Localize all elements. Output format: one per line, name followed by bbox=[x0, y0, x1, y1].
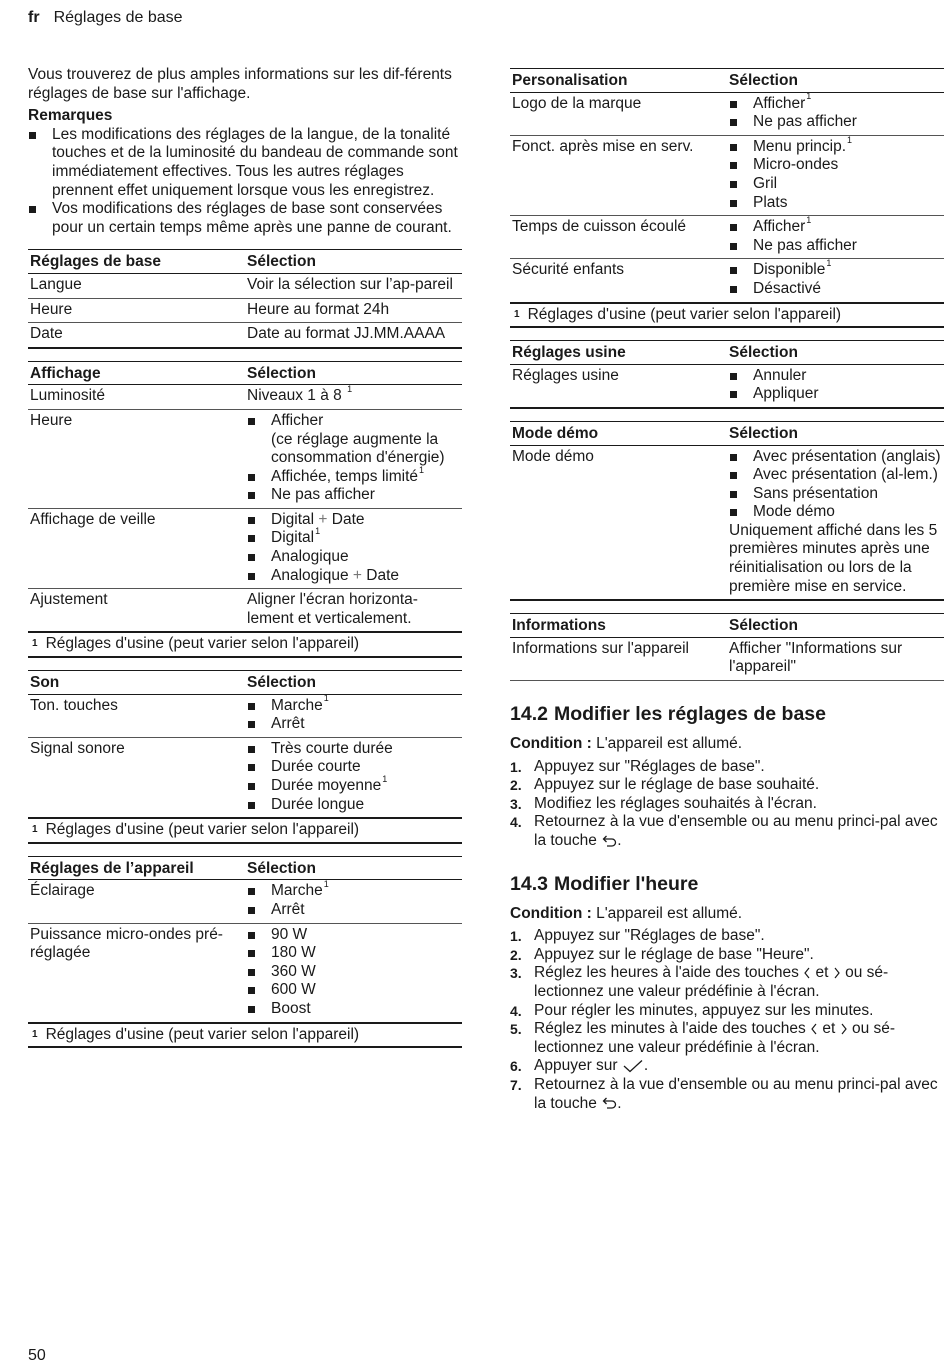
step-item bbox=[510, 964, 944, 1001]
chevron-right-icon bbox=[833, 967, 841, 979]
table-row bbox=[28, 880, 462, 923]
footnote-number: 1 bbox=[514, 308, 520, 320]
row-key: Heure bbox=[28, 298, 245, 323]
row-value: Aligner l'écran horizonta-lement et verticalement. bbox=[245, 589, 462, 633]
option-item: Analogique bbox=[247, 548, 460, 567]
option-item: 600 W bbox=[247, 981, 460, 1000]
option-list bbox=[247, 879, 460, 919]
row-key: Informations sur l'appareil bbox=[510, 637, 727, 680]
table-header: Sélection bbox=[727, 614, 944, 638]
row-key: Ton. touches bbox=[28, 694, 245, 737]
back-arrow-icon bbox=[601, 1096, 617, 1110]
page-header bbox=[28, 9, 183, 28]
row-value bbox=[727, 364, 944, 408]
step-text: Réglez les heures à l'aide des touches bbox=[534, 964, 799, 982]
option-list bbox=[729, 91, 942, 132]
option-label: Marche bbox=[271, 882, 323, 900]
row-key: Heure bbox=[28, 409, 245, 508]
step-number: 4. bbox=[510, 1002, 522, 1019]
remarks-list bbox=[28, 126, 462, 238]
step-text: Appuyez sur "Réglages de base". bbox=[534, 757, 765, 775]
footnote-text: Réglages d'usine (peut varier selon l'appareil) bbox=[527, 305, 842, 323]
row-value bbox=[727, 135, 944, 215]
step-number: 2. bbox=[510, 777, 522, 794]
option-item bbox=[729, 258, 942, 280]
option-item: 360 W bbox=[247, 963, 460, 982]
option-item: Ne pas afficher bbox=[729, 113, 942, 132]
step-item: 7. Retournez à la vue d'ensemble ou au menu princi-pal avec la touche . bbox=[510, 1075, 938, 1112]
section-heading-14-3 bbox=[510, 873, 944, 895]
table-header: Réglages usine bbox=[510, 341, 727, 365]
table-header: Sélection bbox=[245, 361, 462, 385]
table-row bbox=[510, 259, 944, 303]
brightness-levels: Niveaux 1 à 8 bbox=[247, 387, 342, 405]
step-number: 2. bbox=[510, 946, 522, 963]
option-item: Appliquer bbox=[729, 385, 942, 404]
row-value bbox=[245, 923, 462, 1022]
chevron-right-icon bbox=[840, 1023, 848, 1035]
checkmark-icon bbox=[622, 1059, 644, 1073]
option-item bbox=[247, 773, 460, 796]
row-value bbox=[245, 694, 462, 737]
option-item: Très courte durée bbox=[247, 740, 460, 759]
option-item bbox=[729, 134, 942, 157]
option-label: Analogique bbox=[271, 566, 349, 584]
table-row bbox=[510, 364, 944, 408]
option-item: Arrêt bbox=[247, 715, 460, 734]
footnote-mark: 1 bbox=[847, 134, 853, 145]
row-value bbox=[245, 385, 462, 410]
table-header: Réglages de base bbox=[28, 250, 245, 274]
section-number: 14.2 bbox=[510, 703, 548, 726]
option-item bbox=[247, 511, 460, 530]
step-text: et bbox=[815, 964, 829, 982]
section-title: Modifier les réglages de base bbox=[553, 703, 826, 726]
option-item: Micro-ondes bbox=[729, 156, 942, 175]
step-text: Retournez à la vue d'ensemble ou au menu princi-pal avec la touche bbox=[534, 1075, 938, 1112]
option-item: Avec présentation (anglais) bbox=[729, 448, 942, 467]
row-key: Éclairage bbox=[28, 880, 245, 923]
row-key: Puissance micro-ondes pré-réglagée bbox=[28, 923, 245, 1022]
footnote-row bbox=[28, 1023, 462, 1048]
step-number: 6. bbox=[510, 1058, 522, 1075]
header-title: Réglages de base bbox=[53, 9, 183, 26]
step-text: ou sé-lectionnez une valeur prédéfinie à l'écran. bbox=[534, 1020, 896, 1056]
option-label: Afficher bbox=[753, 94, 806, 112]
option-label: Affichée, temps limité bbox=[271, 467, 419, 485]
step-number: 3. bbox=[510, 795, 522, 812]
row-key: Luminosité bbox=[28, 385, 245, 410]
step-item bbox=[510, 927, 944, 946]
section-heading-14-2 bbox=[510, 703, 944, 725]
step-item bbox=[510, 1020, 944, 1057]
row-value: Voir la sélection sur l’ap-pareil bbox=[245, 273, 462, 298]
option-item: Sans présentation bbox=[729, 485, 942, 504]
base-settings-table bbox=[28, 249, 462, 348]
option-item bbox=[247, 567, 460, 586]
table-header: Mode démo bbox=[510, 421, 727, 445]
table-row bbox=[28, 323, 462, 348]
footnote-row bbox=[510, 303, 944, 328]
table-row bbox=[28, 508, 462, 588]
option-item: 180 W bbox=[247, 944, 460, 963]
option-item: Boost bbox=[247, 1000, 460, 1019]
footnote-number: 1 bbox=[32, 638, 38, 650]
table-row bbox=[510, 445, 944, 600]
row-value bbox=[245, 880, 462, 923]
row-value: Date au format JJ.MM.AAAA bbox=[245, 323, 462, 348]
option-label: Durée moyenne bbox=[271, 777, 382, 794]
footnote-mark: 1 bbox=[806, 215, 812, 225]
step-item bbox=[510, 1002, 944, 1021]
row-key: Affichage de veille bbox=[28, 508, 245, 588]
option-list bbox=[247, 412, 460, 505]
footnote-text: Réglages d'usine (peut varier selon l'appareil) bbox=[45, 635, 360, 653]
demo-note: Uniquement affiché dans les 5 premières minutes après une réinitialisation ou lors de la première mise en service. bbox=[729, 521, 938, 595]
option-label: Date bbox=[366, 566, 400, 584]
table-header: Personalisation bbox=[510, 69, 727, 93]
footnote-mark: 1 bbox=[806, 91, 812, 102]
intro-text: Vous trouverez de plus amples informations sur les dif-férents réglages de base sur l'affichage. bbox=[28, 66, 452, 102]
option-list bbox=[729, 134, 942, 212]
row-key: Langue bbox=[28, 273, 245, 298]
option-label: Afficher bbox=[753, 218, 806, 236]
row-key: Réglages usine bbox=[510, 364, 727, 408]
step-text: Appuyez sur le réglage de base "Heure". bbox=[534, 945, 814, 963]
row-key: Signal sonore bbox=[28, 737, 245, 818]
option-list bbox=[247, 926, 460, 1019]
step-item bbox=[510, 776, 944, 795]
footnote-mark: 1 bbox=[826, 258, 832, 269]
display-table bbox=[28, 361, 462, 658]
option-item bbox=[247, 464, 460, 487]
remark-item: Les modifications des réglages de la langue, de la tonalité touches et de la luminosité du bandeau de commande sont immédiatement effectives. Tous les autres réglages prennent effet uniquement lorsque vous les enregistrez. bbox=[28, 126, 462, 200]
condition-label: Condition : bbox=[510, 735, 592, 753]
row-value bbox=[727, 216, 944, 259]
plus-sign: + bbox=[352, 566, 362, 584]
table-header: Sélection bbox=[727, 69, 944, 93]
row-key: Logo de la marque bbox=[510, 92, 727, 135]
option-item: Avec présentation (al-lem.) bbox=[729, 466, 942, 485]
option-item: Désactivé bbox=[729, 280, 942, 299]
footnote-row bbox=[28, 632, 462, 657]
step-number: 4. bbox=[510, 814, 522, 831]
footnote-mark: 1 bbox=[382, 773, 388, 784]
sound-table bbox=[28, 670, 462, 844]
row-key: Ajustement bbox=[28, 589, 245, 633]
table-row bbox=[510, 135, 944, 215]
option-item: Mode démo bbox=[729, 503, 942, 522]
footnote bbox=[510, 303, 944, 328]
row-key: Fonct. après mise en serv. bbox=[510, 135, 727, 215]
table-row bbox=[510, 92, 944, 135]
step-text: Modifiez les réglages souhaités à l'écran. bbox=[534, 794, 817, 812]
row-key: Date bbox=[28, 323, 245, 348]
chevron-left-icon bbox=[810, 1023, 818, 1035]
step-item: 6. Appuyer sur . bbox=[510, 1057, 649, 1075]
option-item: Durée courte bbox=[247, 758, 460, 777]
option-item: Plats bbox=[729, 194, 942, 213]
factory-reset-table bbox=[510, 340, 944, 409]
plus-sign: + bbox=[318, 510, 328, 528]
table-header: Affichage bbox=[28, 361, 245, 385]
table-header: Sélection bbox=[245, 250, 462, 274]
row-key: Temps de cuisson écoulé bbox=[510, 216, 727, 259]
table-header: Son bbox=[28, 671, 245, 695]
option-list bbox=[729, 448, 942, 522]
footnote-mark: 1 bbox=[315, 526, 321, 537]
row-value bbox=[245, 737, 462, 818]
footnote-text: Réglages d'usine (peut varier selon l'appareil) bbox=[45, 821, 360, 839]
footnote-mark: 1 bbox=[323, 693, 329, 704]
table-row bbox=[28, 298, 462, 323]
option-item: Arrêt bbox=[247, 901, 460, 920]
device-settings-table bbox=[28, 856, 462, 1048]
step-item bbox=[510, 758, 944, 777]
row-value bbox=[245, 409, 462, 508]
row-value bbox=[727, 259, 944, 303]
condition-text: L'appareil est allumé. bbox=[596, 904, 743, 922]
option-item: 90 W bbox=[247, 926, 460, 945]
footnote bbox=[28, 818, 462, 843]
step-number: 3. bbox=[510, 965, 522, 982]
remarks-title: Remarques bbox=[28, 107, 113, 125]
option-list bbox=[729, 215, 942, 255]
row-value bbox=[245, 508, 462, 588]
option-item bbox=[729, 91, 942, 114]
option-item bbox=[247, 526, 460, 548]
option-label: Afficher bbox=[271, 411, 324, 429]
footnote-mark: 1 bbox=[323, 879, 329, 890]
footnote bbox=[28, 1023, 462, 1048]
step-text: et bbox=[822, 1020, 836, 1038]
footnote bbox=[28, 632, 462, 657]
step-text: Appuyez sur "Réglages de base". bbox=[534, 927, 765, 945]
option-list bbox=[729, 367, 942, 404]
step-text: Appuyer sur bbox=[534, 1057, 618, 1075]
option-item: Ne pas afficher bbox=[729, 237, 942, 256]
row-value: Heure au format 24h bbox=[245, 298, 462, 323]
step-number: 7. bbox=[510, 1076, 522, 1093]
page-number: 50 bbox=[28, 1347, 46, 1364]
left-column bbox=[28, 66, 462, 1048]
option-list bbox=[247, 693, 460, 734]
information-table bbox=[510, 613, 944, 681]
option-item bbox=[729, 215, 942, 237]
step-item bbox=[510, 946, 944, 965]
table-header: Informations bbox=[510, 614, 727, 638]
language-tag: fr bbox=[28, 9, 40, 26]
steps-list bbox=[510, 758, 944, 851]
section-number: 14.3 bbox=[510, 872, 548, 895]
step-item bbox=[510, 795, 944, 814]
condition-text: L'appareil est allumé. bbox=[596, 735, 743, 753]
table-header: Sélection bbox=[727, 421, 944, 445]
table-row bbox=[28, 409, 462, 508]
footnote-number: 1 bbox=[32, 1028, 38, 1040]
option-note: (ce réglage augmente la consommation d'énergie) bbox=[271, 430, 445, 467]
footnote-number: 1 bbox=[32, 824, 38, 836]
step-text: Retournez à la vue d'ensemble ou au menu princi-pal avec la touche bbox=[534, 813, 938, 849]
step-text: ou sé-lectionnez une valeur prédéfinie à l'écran. bbox=[534, 964, 889, 1000]
option-item: Durée longue bbox=[247, 796, 460, 815]
table-row bbox=[28, 273, 462, 298]
table-header: Sélection bbox=[245, 856, 462, 880]
table-row bbox=[28, 589, 462, 633]
table-row bbox=[28, 737, 462, 818]
table-row bbox=[28, 385, 462, 410]
row-key: Mode démo bbox=[510, 445, 727, 600]
option-label: Date bbox=[331, 510, 365, 528]
right-column bbox=[510, 66, 944, 1113]
row-value bbox=[727, 445, 944, 600]
option-item: Annuler bbox=[729, 367, 942, 386]
option-item bbox=[247, 879, 460, 901]
option-list bbox=[247, 740, 460, 814]
option-item bbox=[247, 693, 460, 716]
condition bbox=[510, 735, 944, 754]
personalisation-table bbox=[510, 68, 944, 328]
steps-list bbox=[510, 927, 944, 1113]
footnote-mark: 1 bbox=[347, 384, 353, 395]
table-row bbox=[510, 216, 944, 259]
row-value bbox=[727, 92, 944, 135]
table-row bbox=[28, 694, 462, 737]
footnote-text: Réglages d'usine (peut varier selon l'appareil) bbox=[45, 1025, 360, 1043]
section-title: Modifier l'heure bbox=[553, 872, 699, 895]
footnote-mark: 1 bbox=[419, 464, 425, 475]
demo-mode-table bbox=[510, 421, 944, 601]
option-label: Digital bbox=[271, 529, 315, 547]
chevron-left-icon bbox=[803, 967, 811, 979]
step-number: 1. bbox=[510, 758, 522, 775]
footnote-row bbox=[28, 818, 462, 843]
condition bbox=[510, 905, 944, 924]
option-label: Disponible bbox=[753, 261, 826, 279]
option-label: Marche bbox=[271, 696, 323, 714]
option-label: Digital bbox=[271, 510, 315, 528]
option-item: Ne pas afficher bbox=[247, 486, 460, 505]
remark-item: Vos modifications des réglages de base sont conservées pour un certain temps même après une panne de courant. bbox=[28, 200, 462, 237]
back-arrow-icon bbox=[601, 834, 617, 848]
table-header: Sélection bbox=[727, 341, 944, 365]
row-value: Afficher "Informations sur l'appareil" bbox=[727, 637, 944, 680]
option-item bbox=[247, 412, 460, 468]
condition-label: Condition : bbox=[510, 904, 592, 922]
step-text: Réglez les minutes à l'aide des touches bbox=[534, 1020, 806, 1038]
row-key: Sécurité enfants bbox=[510, 259, 727, 303]
table-row bbox=[28, 923, 462, 1022]
option-item: Gril bbox=[729, 175, 942, 194]
table-row bbox=[510, 637, 944, 680]
table-header: Réglages de l’appareil bbox=[28, 856, 245, 880]
step-number: 1. bbox=[510, 928, 522, 945]
option-list bbox=[247, 511, 460, 585]
step-text: Pour régler les minutes, appuyez sur les minutes. bbox=[534, 1001, 874, 1019]
step-number: 5. bbox=[510, 1021, 522, 1038]
option-list bbox=[729, 258, 942, 298]
table-header: Sélection bbox=[245, 671, 462, 695]
step-item: 4. Retournez à la vue d'ensemble ou au menu princi-pal avec la touche . bbox=[510, 813, 938, 849]
option-label: Menu princip. bbox=[753, 137, 847, 155]
step-text: Appuyez sur le réglage de base souhaité. bbox=[534, 776, 820, 794]
